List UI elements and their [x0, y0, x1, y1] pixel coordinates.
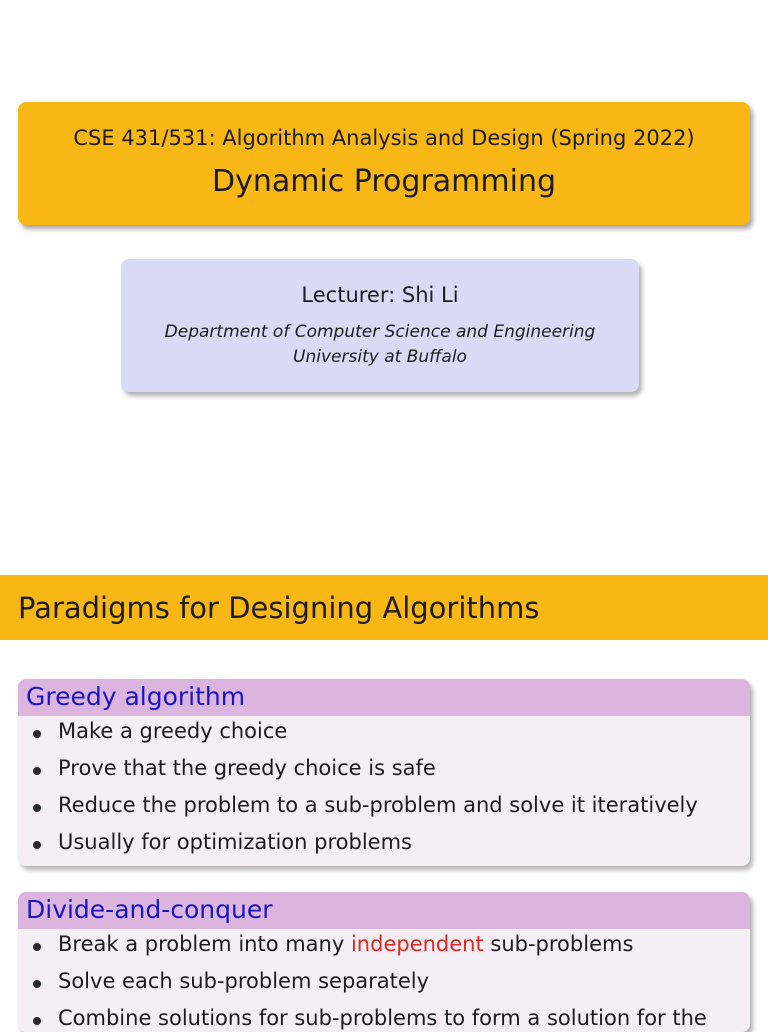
list-item-text-suffix: sub-problems	[483, 932, 634, 956]
greedy-block	[18, 679, 750, 866]
divide-block-header	[18, 892, 750, 929]
lecturer-box	[121, 259, 639, 392]
bullet-icon	[33, 730, 41, 738]
list-item-text-prefix: Break a problem into many	[58, 932, 351, 956]
highlight-word: independent	[350, 932, 484, 956]
list-item-text	[58, 932, 633, 956]
slide-header	[0, 575, 768, 640]
list-item-text: Reduce the problem to a sub-problem and solve it iteratively	[58, 793, 698, 817]
slide-title: Paradigms for Designing Algorithms	[18, 591, 540, 625]
list-item-text: Usually for optimization problems	[58, 830, 412, 854]
greedy-block-header	[18, 679, 750, 716]
title-box	[18, 102, 750, 225]
university: University at Buffalo	[293, 347, 467, 367]
divide-block-title: Divide-and-conquer	[26, 895, 273, 924]
bullet-icon	[33, 980, 41, 988]
greedy-block-title: Greedy algorithm	[26, 682, 246, 711]
course-title: CSE 431/531: Algorithm Analysis and Design (Spring 2022)	[73, 126, 695, 150]
lecture-title: Dynamic Programming	[211, 164, 557, 199]
bullet-icon	[33, 841, 41, 849]
department: Department of Computer Science and Engineering	[164, 322, 596, 342]
divide-block	[18, 892, 750, 1032]
list-item-text: Solve each sub-problem separately	[58, 969, 430, 993]
bullet-icon	[33, 767, 41, 775]
list-item-text: Prove that the greedy choice is safe	[58, 756, 436, 780]
bullet-icon	[33, 804, 41, 812]
list-item-text: Combine solutions for sub-problems to form a solution for the	[58, 1006, 707, 1030]
lecturer-name: Lecturer: Shi Li	[301, 283, 459, 307]
bullet-icon	[33, 943, 41, 951]
list-item-text: Make a greedy choice	[58, 719, 288, 743]
